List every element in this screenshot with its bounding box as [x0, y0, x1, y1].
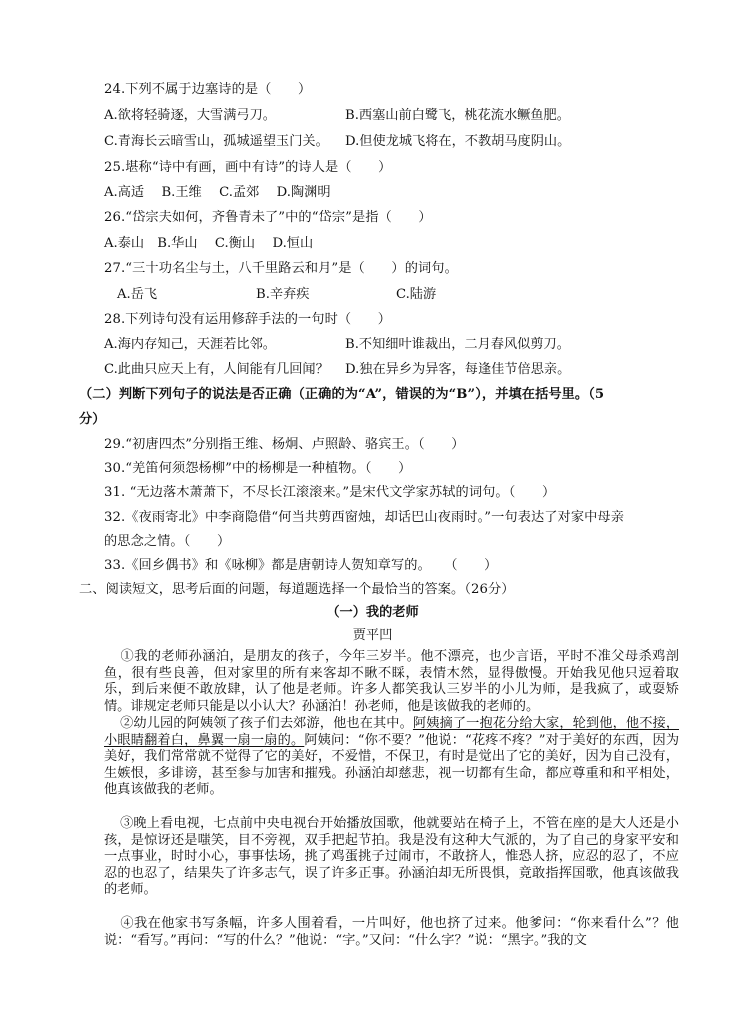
- question-28-option-c: C.此曲只应天上有，人间能有几回闻？: [104, 362, 329, 377]
- section-2-heading-cont: 分）: [79, 412, 106, 427]
- underlined-sentence: 阿姨摘了一抱花分给大家，轮到他，他不接，小眼睛翻着白，鼻翼一扇一扇的。: [104, 716, 680, 748]
- paragraph-1: ①我的老师孙涵泊，是朋友的孩子，今年三岁半。他不漂亮，也少言语，平时不准父母杀鸡剖鱼，很有些良善，但对家里的所有来客却不瞅不睬，表情木然，显得傲慢。开始我见他只逗着取乐，到后来便不敢放肆，认了他是老师。许多人都笑我认三岁半的小儿为师，是我疯了，或耍矫情。诽规定老师只能是以小认大？孙涵泊！孙老师，他是该做我的老师的。: [104, 649, 679, 714]
- question-24-option-a: A.欲将轻骑逐，大雪满弓刀。: [104, 108, 276, 123]
- question-28-option-b: B.不知细叶谁裁出，二月春风似剪刀。: [345, 337, 570, 352]
- article-title: （一）我的老师: [326, 605, 419, 620]
- question-26-stem: 26.“岱宗夫如何，齐鲁青未了”中的“岱宗”是指（ ）: [104, 210, 432, 225]
- question-27-stem: 27.“三十功名尘与土，八千里路云和月”是（ ）的词句。: [104, 261, 458, 276]
- question-25-stem: 25.堪称“诗中有画，画中有诗”的诗人是（ ）: [104, 160, 392, 175]
- question-27-option-a: A.岳飞: [117, 287, 158, 302]
- part-2-heading: 二、阅读短文，思考后面的问题，每道题选择一个最恰当的答案。（26分）: [79, 582, 515, 597]
- question-33: 33.《回乡偶书》和《咏柳》都是唐朝诗人贺知章写的。 （ ）: [104, 558, 498, 573]
- paragraph-4: ④我在他家书写条幅，许多人围着看，一片叫好，他也挤了过来。他爹问：“你来看什么”？他说：“看写。”再问：“写的什么？”他说：“字。”又问：“什么字？”说：“黑字。”我的文: [104, 916, 679, 948]
- question-30: 30.“羌笛何须怨杨柳”中的杨柳是一种植物。（ ）: [104, 461, 412, 476]
- question-25-options: A.高适 B.王维 C.孟郊 D.陶渊明: [104, 185, 331, 200]
- question-28-option-d: D.独在异乡为异客，每逢佳节倍思亲。: [345, 362, 571, 377]
- paragraph-2: ②幼儿园的阿姨领了孩子们去郊游，他也在其中。阿姨摘了一抱花分给大家，轮到他，他不接，小眼睛翻着白，鼻翼一扇一扇的。阿姨问：“你不要？”他说：“花疼不疼？”对于美好的东西，因为美好，我们常常就不觉得了它的美好，不爱惜，不保卫，有时是觉出了它的美好，因为自己没有，生嫉恨，多诽谤，甚至参与加害和摧残。孙涵泊却慈悲，视一切都有生命，都应尊重和和平相处，他真该做我的老师。: [104, 716, 680, 798]
- question-29: 29.“初唐四杰”分别指王维、杨炯、卢照龄、骆宾王。（ ）: [104, 437, 465, 452]
- question-26-options: A.泰山 B.华山 C.衡山 D.恒山: [104, 236, 314, 251]
- question-24-option-c: C.青海长云暗雪山，孤城遥望玉门关。: [104, 134, 329, 149]
- question-24-option-d: D.但使龙城飞将在，不教胡马度阴山。: [345, 134, 571, 149]
- question-27-option-c: C.陆游: [396, 287, 437, 302]
- question-28-stem: 28.下列诗句没有运用修辞手法的一句时（ ）: [104, 312, 392, 327]
- question-32-cont: 的思念之情。（ ）: [104, 534, 231, 549]
- section-2-heading: （二）判断下列句子的说法是否正确（正确的为“A”，错误的为“B”），并填在括号里。（5: [79, 387, 605, 402]
- question-32: 32.《夜雨寄北》中李商隐借“何当共剪西窗烛，却话巴山夜雨时。”一句表达了对家中母亲: [104, 510, 624, 525]
- question-28-option-a: A.海内存知己，天涯若比邻。: [104, 337, 276, 352]
- article-author: 贾平凹: [352, 628, 393, 643]
- question-27-option-b: B.辛弃疾: [256, 287, 310, 302]
- question-24-option-b: B.西塞山前白鹭飞，桃花流水鳜鱼肥。: [345, 108, 570, 123]
- question-24-stem: 24.下列不属于边塞诗的是（ ）: [104, 82, 312, 97]
- question-31: 31. “无边落木萧萧下，不尽长江滚滚来。”是宋代文学家苏轼的词句。（ ）: [104, 485, 556, 500]
- paragraph-3: ③晚上看电视，七点前中央电视台开始播放国歌，他就要站在椅子上，不管在座的是大人还是小孩，是惊讶还是嗤笑，目不旁视，双手把起节拍。我是没有这种大气派的，为了自己的身家平安和一点事业，时时小心，事事怯场，挑了鸡蛋挑子过闹市，不敢挤人，惟恐人挤，应忍的忍了，不应忍的也忍了，结果失了许多志气，误了许多正事。孙涵泊却无所畏惧，竟敢指挥国歌，他真该做我的老师。: [104, 816, 679, 898]
